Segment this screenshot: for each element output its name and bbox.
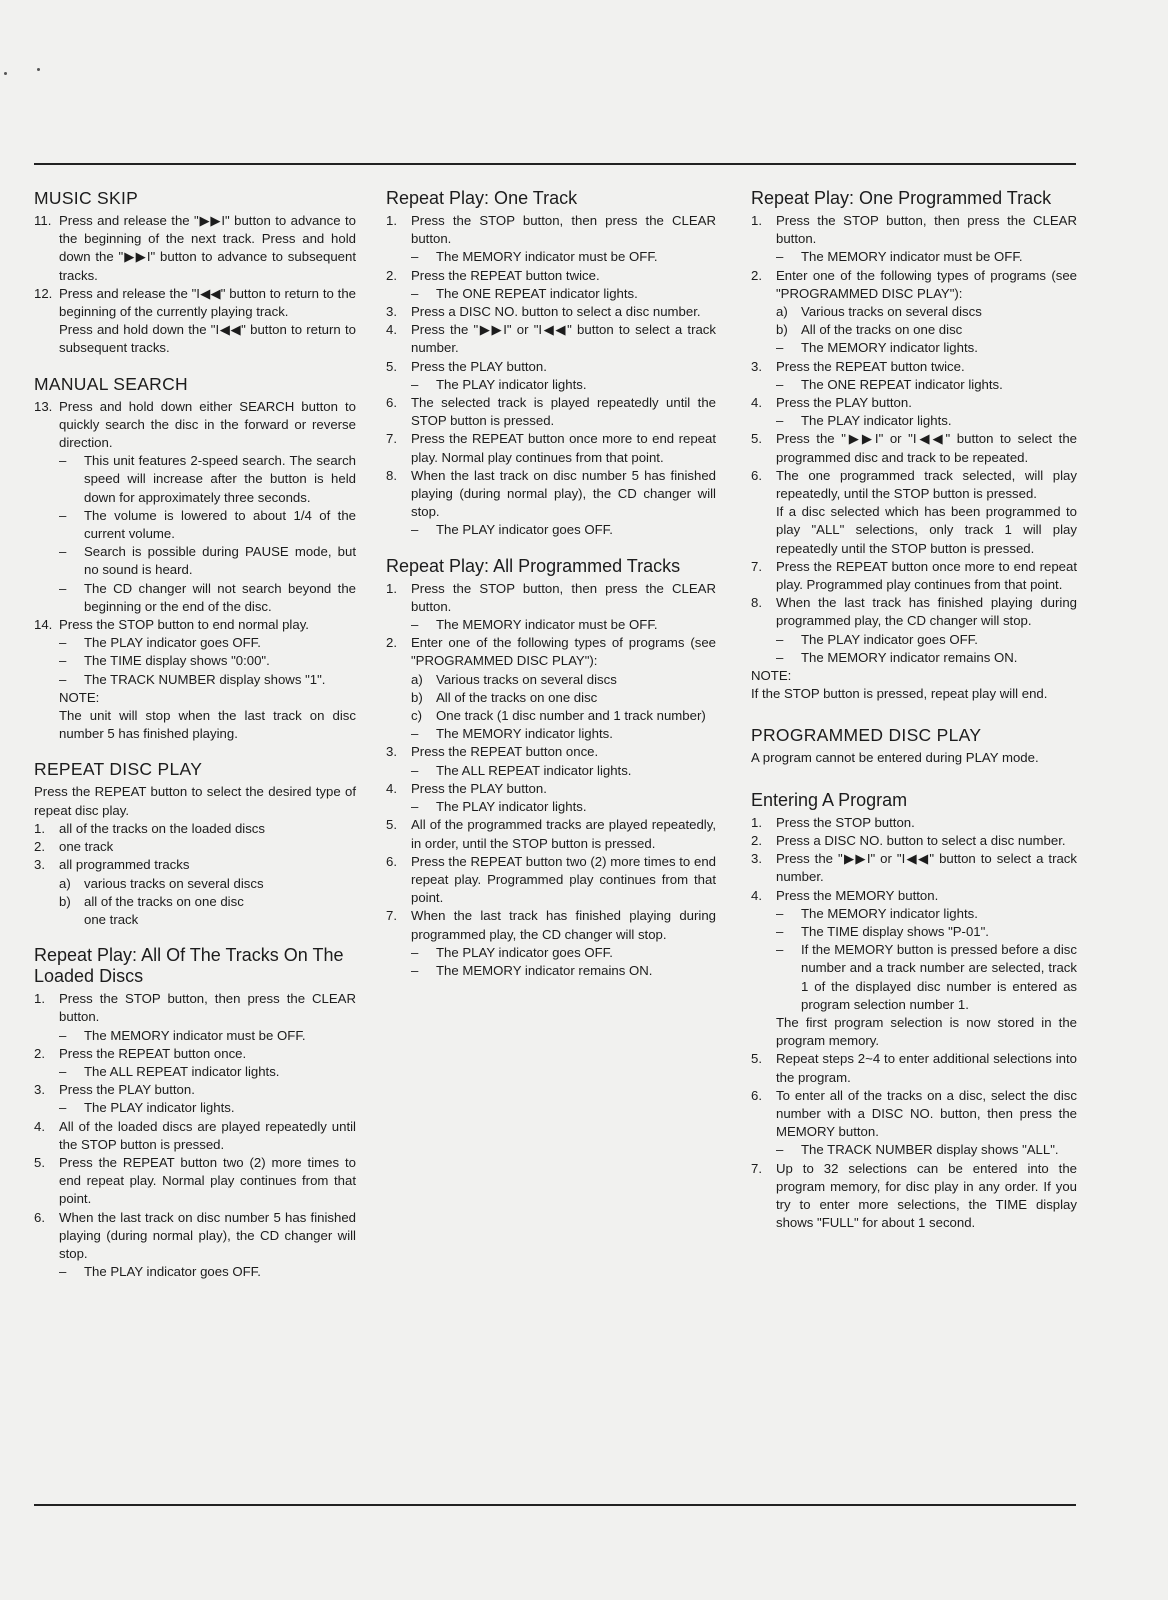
item-text: Up to 32 selections can be entered into the program memory, for disc play in any order. If you try to enter more selections, the TIME display shows "FULL" for about 1 second. <box>776 1160 1077 1231</box>
list-item <box>751 358 1077 376</box>
sub-item <box>751 412 1077 430</box>
item-text: Press the STOP button, then press the CLEAR button. <box>59 991 356 1025</box>
sub-marker: b) <box>776 322 788 338</box>
speck-mark <box>4 72 7 75</box>
item-text: The selected track is played repeatedly until the STOP button is pressed. <box>411 395 716 429</box>
section-heading: REPEAT DISC PLAY <box>34 759 203 780</box>
section <box>751 790 1077 1233</box>
sub-item <box>386 798 716 816</box>
item-text: When the last track on disc number 5 has finished playing (during normal play), the CD changer will stop. <box>59 1209 356 1261</box>
item-text: Press the PLAY button. <box>776 395 912 411</box>
sub-marker: – <box>59 1100 67 1116</box>
sub-marker: – <box>776 649 784 665</box>
item-number: 3. <box>386 744 397 760</box>
item-number: 11. <box>34 213 52 228</box>
item-number: 1. <box>386 213 397 228</box>
item-number: 8. <box>386 467 397 483</box>
item-number: 4. <box>386 780 397 796</box>
item-text: all of the tracks on the loaded discs <box>59 820 265 836</box>
sub-text: The volume is lowered to about 1/4 of the current volume. <box>84 507 356 542</box>
list-item <box>386 394 716 430</box>
item-number: 6. <box>751 467 762 483</box>
item-text: Press the "▶▶I" or "I◀◀" button to select a track number. <box>776 851 1077 885</box>
sub-marker: – <box>59 1264 67 1280</box>
sub-marker: – <box>776 631 784 647</box>
continuation-text: NOTE: <box>59 689 100 705</box>
sub-item <box>386 707 716 725</box>
sub-text: The PLAY indicator lights. <box>436 799 587 815</box>
item-text: Press the STOP button. <box>776 814 915 830</box>
item-number: 1. <box>751 814 762 830</box>
list-item <box>34 398 356 453</box>
list-item <box>34 616 356 634</box>
continuation-text: Press and hold down the "I◀◀" button to return to subsequent tracks. <box>59 322 356 356</box>
item-text: Press the REPEAT button two (2) more times to end repeat play. Normal play continues from that point. <box>59 1154 356 1207</box>
list-item <box>34 1209 356 1264</box>
sub-item <box>751 248 1077 266</box>
list-item <box>386 267 716 285</box>
item-number: 2. <box>751 832 762 848</box>
list-item <box>751 887 1077 905</box>
sub-item <box>386 616 716 634</box>
sub-item <box>386 944 716 962</box>
sub-item <box>34 634 356 652</box>
sub-marker: – <box>411 249 419 265</box>
list-item <box>386 212 716 248</box>
item-number: 2. <box>34 839 45 855</box>
paragraph: Press the REPEAT button to select the desired type of repeat disc play. <box>34 784 356 818</box>
list-item <box>751 594 1077 630</box>
sub-item <box>34 452 356 507</box>
section-heading: Repeat Play: All Of The Tracks On The Loaded Discs <box>34 945 344 987</box>
list-item <box>386 907 716 943</box>
sub-text: The PLAY indicator goes OFF. <box>436 944 613 960</box>
sub-marker: – <box>776 340 784 356</box>
sub-item <box>34 543 356 579</box>
section-heading: Repeat Play: One Programmed Track <box>751 188 1052 208</box>
sub-item <box>751 376 1077 394</box>
item-text: Press the REPEAT button two (2) more times to end repeat play. Programmed play continues from that point. <box>411 853 716 906</box>
sub-item <box>751 1141 1077 1159</box>
section <box>34 759 356 929</box>
sub-item <box>751 649 1077 667</box>
item-text: Press the MEMORY button. <box>776 887 939 903</box>
item-number: 5. <box>751 431 762 447</box>
item-text: Press the PLAY button. <box>411 780 547 796</box>
item-number: 7. <box>386 908 397 924</box>
list-item <box>751 832 1077 850</box>
sub-item <box>386 521 716 539</box>
item-number: 14. <box>34 617 53 633</box>
sub-item <box>386 671 716 689</box>
item-number: 7. <box>386 431 397 447</box>
sub-text: Various tracks on several discs <box>801 304 982 320</box>
item-text: Press the STOP button, then press the CLEAR button. <box>411 213 716 247</box>
sub-item <box>386 725 716 743</box>
sub-text: various tracks on several discs <box>84 875 264 891</box>
item-number: 1. <box>751 213 762 228</box>
list-item <box>386 780 716 798</box>
list-item <box>751 212 1077 248</box>
sub-marker: – <box>411 376 419 392</box>
item-text: Press the STOP button to end normal play. <box>59 617 309 633</box>
item-text: Press the REPEAT button twice. <box>411 267 600 283</box>
sub-text: Various tracks on several discs <box>436 671 617 687</box>
paragraph: If the STOP button is pressed, repeat play will end. <box>751 686 1048 702</box>
item-number: 5. <box>386 817 397 833</box>
list-item <box>751 558 1077 594</box>
section <box>34 374 356 744</box>
item-number: 6. <box>386 853 397 869</box>
sub-marker: – <box>411 617 419 633</box>
list-item <box>386 303 716 321</box>
item-text: Press the PLAY button. <box>411 358 547 374</box>
continuation-text: The unit will stop when the last track on disc number 5 has finished playing. <box>59 708 356 742</box>
sub-marker: c) <box>411 708 422 724</box>
list-item <box>34 856 356 874</box>
section <box>751 725 1077 767</box>
sub-item <box>34 875 356 893</box>
item-text: Enter one of the following types of programs (see "PROGRAMMED DISC PLAY"): <box>411 635 716 669</box>
sub-item <box>751 941 1077 1014</box>
item-text: Press and hold down either SEARCH button to quickly search the disc in the forward or reverse direction. <box>59 398 356 451</box>
sub-item <box>386 248 716 266</box>
sub-item <box>34 1027 356 1045</box>
item-number: 4. <box>386 322 397 338</box>
sub-text: The TRACK NUMBER display shows "1". <box>84 671 326 687</box>
sub-marker: – <box>59 635 67 651</box>
sub-item <box>386 762 716 780</box>
list-item <box>386 430 716 466</box>
item-number: 7. <box>751 1160 762 1176</box>
list-item <box>751 1050 1077 1086</box>
sub-text: The ONE REPEAT indicator lights. <box>801 376 1003 392</box>
list-item <box>751 814 1077 832</box>
item-text: Press and release the "I◀◀" button to return to the beginning of the currently playing track. <box>59 285 356 320</box>
sub-marker: – <box>59 453 67 469</box>
sub-marker: b) <box>59 893 71 909</box>
continuation-text: If a disc selected which has been programmed to play "ALL" selections, only track 1 will play repeatedly until the STOP button is pressed. <box>776 504 1077 556</box>
sub-text: The PLAY indicator lights. <box>436 376 587 392</box>
item-text: Press the REPEAT button once. <box>59 1045 247 1061</box>
sub-item <box>386 376 716 394</box>
section-heading: MUSIC SKIP <box>34 188 139 208</box>
sub-marker: – <box>776 1142 784 1158</box>
list-item <box>34 212 356 285</box>
sub-marker: – <box>59 1027 67 1043</box>
list-item <box>751 430 1077 466</box>
sub-marker: – <box>411 285 419 301</box>
list-item <box>34 820 356 838</box>
sub-item <box>751 321 1077 339</box>
list-item <box>386 816 716 852</box>
section-heading: MANUAL SEARCH <box>34 373 188 394</box>
sub-text: The MEMORY indicator must be OFF. <box>84 1027 306 1043</box>
sub-text: The MEMORY indicator remains ON. <box>436 962 653 978</box>
item-text: When the last track has finished playing during programmed play, the CD changer will stop. <box>776 595 1077 629</box>
item-number: 2. <box>34 1045 45 1061</box>
list-item <box>34 990 356 1026</box>
item-number: 6. <box>751 1087 762 1103</box>
continuation-text: The first program selection is now stored in the program memory. <box>776 1014 1077 1049</box>
list-item <box>751 1087 1077 1142</box>
sub-marker: – <box>411 762 419 778</box>
item-number: 12. <box>34 285 53 301</box>
sub-marker: – <box>59 580 67 596</box>
list-item <box>386 321 716 357</box>
section <box>34 945 356 1281</box>
paragraph: A program cannot be entered during PLAY mode. <box>751 750 1039 766</box>
sub-text: The PLAY indicator lights. <box>801 413 952 429</box>
item-number: 3. <box>386 304 397 320</box>
sub-item <box>751 905 1077 923</box>
list-item <box>34 285 356 321</box>
item-number: 1. <box>34 820 45 836</box>
sub-marker: – <box>776 905 784 921</box>
item-text: Press the PLAY button. <box>59 1082 195 1098</box>
sub-text: The MEMORY indicator must be OFF. <box>436 617 658 633</box>
item-number: 4. <box>751 887 762 903</box>
sub-item <box>34 507 356 543</box>
list-item <box>386 853 716 908</box>
sub-marker: a) <box>411 671 423 687</box>
item-text: all programmed tracks <box>59 857 190 873</box>
sub-marker: – <box>59 653 67 669</box>
sub-marker: – <box>411 944 419 960</box>
item-number: 2. <box>386 267 397 283</box>
item-text: Press the REPEAT button once. <box>411 744 599 760</box>
section-heading: Entering A Program <box>751 789 908 810</box>
sub-text: All of the tracks on one disc <box>436 689 598 705</box>
item-text: Enter one of the following types of programs (see "PROGRAMMED DISC PLAY"): <box>776 267 1077 301</box>
item-number: 13. <box>34 398 53 414</box>
section-heading: Repeat Play: All Programmed Tracks <box>386 555 681 576</box>
item-number: 1. <box>386 580 397 596</box>
section <box>386 556 716 980</box>
item-text: Press the STOP button, then press the CLEAR button. <box>411 580 716 614</box>
item-text: Press a DISC NO. button to select a disc number. <box>411 304 701 320</box>
item-text: Press the REPEAT button twice. <box>776 358 965 374</box>
sub-marker: – <box>411 962 419 978</box>
item-text: Repeat steps 2~4 to enter additional selections into the program. <box>776 1051 1077 1085</box>
list-item <box>751 850 1077 886</box>
sub-marker: – <box>776 249 784 265</box>
sub-marker: – <box>776 376 784 392</box>
section <box>386 188 716 540</box>
sub-text: The PLAY indicator goes OFF. <box>84 635 261 651</box>
sub-text: All of the tracks on one disc <box>801 322 963 338</box>
item-number: 5. <box>386 358 397 374</box>
sub-item <box>34 893 356 911</box>
column-right <box>751 188 1077 1248</box>
item-text: Press the "▶▶I" or "I◀◀" button to select the programmed disc and track to be repeated. <box>776 431 1077 465</box>
sub-marker: – <box>776 923 784 939</box>
section-heading: PROGRAMMED DISC PLAY <box>751 725 982 746</box>
list-item <box>34 838 356 856</box>
sub-marker: – <box>59 671 67 687</box>
sub-item <box>751 923 1077 941</box>
sub-text: The MEMORY indicator remains ON. <box>801 649 1018 665</box>
sub-marker: a) <box>59 875 71 891</box>
item-text: Press the REPEAT button once more to end repeat play. Programmed play continues from that point. <box>776 558 1077 593</box>
item-number: 5. <box>751 1051 762 1067</box>
sub-item <box>386 962 716 980</box>
sub-text: One track (1 disc number and 1 track number) <box>436 708 706 724</box>
sub-text: The PLAY indicator goes OFF. <box>801 631 978 647</box>
list-item <box>751 267 1077 303</box>
sub-item <box>751 339 1077 357</box>
paragraph: NOTE: <box>751 668 792 684</box>
sub-item <box>751 631 1077 649</box>
item-number: 1. <box>34 991 45 1007</box>
sub-marker: a) <box>776 304 788 320</box>
item-number: 3. <box>751 851 762 867</box>
sub-text: The PLAY indicator goes OFF. <box>84 1264 261 1280</box>
sub-text: If the MEMORY button is pressed before a disc number and a track number are selected, track 1 of the displayed disc number is entered as program selection number 1. <box>801 942 1077 1012</box>
sub-marker: b) <box>411 689 423 705</box>
item-number: 3. <box>751 358 762 374</box>
item-number: 8. <box>751 595 762 611</box>
sub-item <box>34 652 356 670</box>
sub-marker: – <box>59 544 67 560</box>
item-text: To enter all of the tracks on a disc, select the disc number with a DISC NO. button, then press the MEMORY button. <box>776 1087 1077 1140</box>
sub-text: The PLAY indicator lights. <box>84 1100 235 1116</box>
column-middle <box>386 188 716 996</box>
sub-item <box>34 671 356 689</box>
item-number: 5. <box>34 1154 45 1170</box>
item-number: 6. <box>386 395 397 411</box>
top-rule <box>34 163 1076 165</box>
item-number: 4. <box>751 395 762 411</box>
sub-text: The MEMORY indicator lights. <box>801 905 978 921</box>
sub-text: The ALL REPEAT indicator lights. <box>436 762 632 778</box>
item-text: Press the STOP button, then press the CLEAR button. <box>776 213 1077 247</box>
list-item <box>34 1045 356 1063</box>
sub-text: The MEMORY indicator lights. <box>436 726 613 742</box>
sub-text: The MEMORY indicator must be OFF. <box>436 249 658 265</box>
sub-text: The TIME display shows "P-01". <box>801 923 989 939</box>
sub-item <box>386 689 716 707</box>
item-text: Press the "▶▶I" or "I◀◀" button to select a track number. <box>411 322 716 356</box>
speck-mark <box>37 68 40 71</box>
sub-text: The ONE REPEAT indicator lights. <box>436 285 638 301</box>
item-number: 2. <box>751 267 762 283</box>
list-item <box>751 467 1077 503</box>
item-text: The one programmed track selected, will play repeatedly, until the STOP button is pressed. <box>776 467 1077 502</box>
item-text: All of the loaded discs are played repeatedly until the STOP button is pressed. <box>59 1118 356 1152</box>
list-item <box>386 467 716 522</box>
sub-text: The PLAY indicator goes OFF. <box>436 522 613 538</box>
item-number: 3. <box>34 1082 45 1098</box>
sub-text: The ALL REPEAT indicator lights. <box>84 1063 280 1079</box>
continuation-text: one track <box>84 911 139 927</box>
item-number: 6. <box>34 1209 45 1225</box>
sub-text: The MEMORY indicator must be OFF. <box>801 249 1023 265</box>
list-item <box>751 394 1077 412</box>
list-item <box>386 634 716 670</box>
sub-text: The MEMORY indicator lights. <box>801 340 978 356</box>
sub-marker: – <box>776 413 784 429</box>
section <box>751 188 1077 703</box>
sub-marker: – <box>776 942 784 958</box>
list-item <box>386 743 716 761</box>
sub-marker: – <box>59 1063 67 1079</box>
sub-item <box>34 580 356 616</box>
item-text: Press a DISC NO. button to select a disc number. <box>776 832 1066 848</box>
item-number: 7. <box>751 558 762 574</box>
item-text: Press the REPEAT button once more to end repeat play. Normal play continues from that point. <box>411 431 716 465</box>
sub-text: The TIME display shows "0:00". <box>84 653 270 669</box>
bottom-rule <box>34 1504 1076 1506</box>
sub-text: Search is possible during PAUSE mode, but no sound is heard. <box>84 544 356 578</box>
item-text: When the last track has finished playing during programmed play, the CD changer will stop. <box>411 908 716 942</box>
sub-item <box>34 1063 356 1081</box>
item-text: When the last track on disc number 5 has finished playing (during normal play), the CD changer will stop. <box>411 467 716 520</box>
item-text: Press and release the "▶▶I" button to advance to the beginning of the next track. Press and hold down the "▶▶I" button to advance to subsequent tracks. <box>59 213 356 283</box>
sub-text: all of the tracks on one disc <box>84 893 244 909</box>
list-item <box>751 1160 1077 1233</box>
item-number: 2. <box>386 635 397 651</box>
sub-item <box>751 303 1077 321</box>
item-text: one track <box>59 839 114 855</box>
section <box>34 188 356 358</box>
sub-marker: – <box>411 799 419 815</box>
item-text: All of the programmed tracks are played repeatedly, in order, until the STOP button is pressed. <box>411 817 716 851</box>
item-number: 3. <box>34 857 45 873</box>
list-item <box>34 1118 356 1154</box>
list-item <box>386 580 716 616</box>
list-item <box>386 358 716 376</box>
list-item <box>34 1081 356 1099</box>
section-heading: Repeat Play: One Track <box>386 188 578 208</box>
sub-text: The CD changer will not search beyond the beginning or the end of the disc. <box>84 580 356 614</box>
sub-text: This unit features 2-speed search. The search speed will increase after the button is held down for approximately three seconds. <box>84 453 356 505</box>
sub-text: The TRACK NUMBER display shows "ALL". <box>801 1142 1059 1158</box>
sub-marker: – <box>411 726 419 742</box>
sub-item <box>34 1263 356 1281</box>
sub-item <box>34 1099 356 1117</box>
sub-item <box>386 285 716 303</box>
list-item <box>34 1154 356 1209</box>
column-left <box>34 188 356 1297</box>
sub-marker: – <box>59 507 67 523</box>
item-number: 4. <box>34 1118 45 1134</box>
sub-marker: – <box>411 522 419 538</box>
